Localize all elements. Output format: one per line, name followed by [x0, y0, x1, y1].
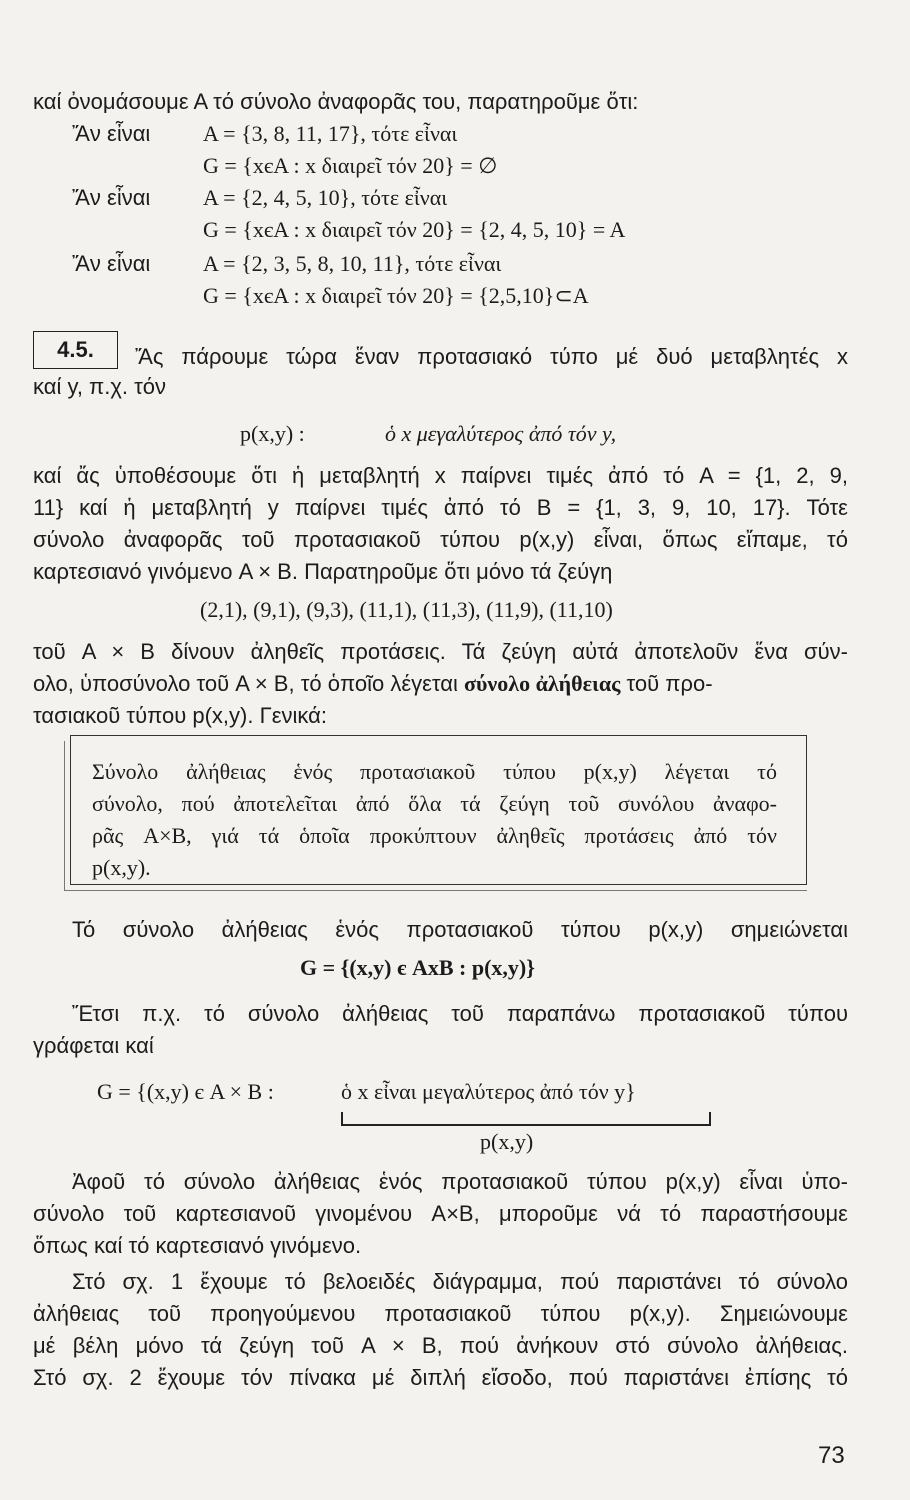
definition-line-4: p(x,y).: [92, 855, 151, 880]
para2-line-2: [33, 670, 713, 698]
para1-line-4: καρτεσιανό γινόμενο A × B. Παρατηροῦμε ὅτι μόνο τά ζεύγη: [33, 559, 613, 584]
example-3-set: A = {2, 3, 5, 8, 10, 11}, τότε εἶναι: [203, 251, 502, 276]
example-1-result: G = {xєA : x διαιρεῖ τόν 20} = ∅: [203, 153, 498, 178]
example-1-set: A = {3, 8, 11, 17}, τότε εἶναι: [203, 121, 458, 146]
para3-line-1: Ἀφοῦ τό σύνολο ἀλήθειας ἑνός προτασιακοῦ τύπου p(x,y) εἶναι ὑπο-: [72, 1169, 848, 1194]
section-line-1: Ἄς πάρουμε τώρα ἕναν προτασιακό τύπο μέ δυό μεταβλητές x: [135, 344, 848, 369]
notation-formula: G = {(x,y) є AxB : p(x,y)}: [300, 955, 535, 980]
para1-line-1: καί ἄς ὑποθέσουμε ὅτι ἡ μεταβλητή x παίρνει τιμές ἀπό τό A = {1, 2, 9,: [33, 463, 848, 488]
section-number: 4.5.: [33, 331, 118, 369]
example-formula-middle: ὁ x εἶναι μεγαλύτερος ἀπό τόν y}: [341, 1079, 636, 1104]
section-line-2: καί y, π.χ. τόν: [33, 374, 167, 399]
example-formula-left: G = {(x,y) є A × B :: [97, 1079, 274, 1104]
example-3-result: G = {xєA : x διαιρεῖ τόν 20} = {2,5,10}⊂A: [203, 283, 589, 308]
definition-line-3: ρᾶς A×B, γιά τά ὁποῖα προκύπτουν ἀληθεῖς προτάσεις ἀπό τόν: [92, 823, 777, 848]
page-number: 73: [818, 1442, 845, 1469]
para1-line-2: 11} καί ἡ μεταβλητή y παίρνει τιμές ἀπό τό B = {1, 3, 9, 10, 17}. Τότε: [33, 495, 848, 520]
example-2-prefix: Ἄν εἶναι: [72, 185, 151, 210]
truth-set-term: σύνολο ἀλήθειας: [464, 671, 621, 696]
definition-line-1: Σύνολο ἀλήθειας ἑνός προτασιακοῦ τύπου p(x,y) λέγεται τό: [92, 759, 777, 784]
example-2-result: G = {xєA : x διαιρεῖ τόν 20} = {2, 4, 5, 10} = A: [203, 217, 626, 242]
para3-line-3: ὅπως καί τό καρτεσιανό γινόμενο.: [33, 1233, 362, 1258]
example-2-set: A = {2, 4, 5, 10}, τότε εἶναι: [203, 185, 448, 210]
para4-line-1: Στό σχ. 1 ἔχουμε τό βελοειδές διάγραμμα, πού παριστάνει τό σύνολο: [72, 1269, 848, 1294]
underbrace-line: [341, 1124, 711, 1126]
para1-line-3: σύνολο ἀναφορᾶς τοῦ προτασιακοῦ τύπου p(x,y) εἶναι, ὅπως εἴπαμε, τό: [33, 527, 848, 552]
para4-line-4: Στό σχ. 2 ἔχουμε τόν πίνακα μέ διπλή εἴσοδο, πού παριστάνει ἐπίσης τό: [33, 1365, 848, 1390]
example-1-prefix: Ἄν εἶναι: [72, 121, 151, 146]
definition-line-2: σύνολο, πού ἀποτελεῖται ἀπό ὅλα τά ζεύγη τοῦ συνόλου ἀναφο-: [92, 791, 777, 816]
para3-line-2: σύνολο τοῦ καρτεσιανοῦ γινομένου A×B, μποροῦμε νά τό παραστήσουμε: [33, 1201, 848, 1226]
example-intro-line-1: Ἔτσι π.χ. τό σύνολο ἀλήθειας τοῦ παραπάνω προτασιακοῦ τύπου: [72, 1001, 848, 1026]
example-3-prefix: Ἄν εἶναι: [72, 251, 151, 276]
example-formula-under: p(x,y): [480, 1129, 534, 1154]
para4-line-3: μέ βέλη μόνο τά ζεύγη τοῦ A × B, πού ἀνήκουν στό σύνολο ἀλήθειας.: [33, 1333, 848, 1358]
para2-line-1: τοῦ A × B δίνουν ἀληθεῖς προτάσεις. Τά ζεύγη αὐτά ἀποτελοῦν ἕνα σύν-: [33, 639, 848, 664]
para2-line-2-text: ολο, ὑποσύνολο τοῦ A × B, τό ὁποῖο λέγεται: [33, 671, 458, 696]
underbrace-left-tick: [341, 1112, 343, 1125]
example-intro-line-2: γράφεται καί: [33, 1033, 154, 1058]
notation-intro: Τό σύνολο ἀλήθειας ἑνός προτασιακοῦ τύπου p(x,y) σημειώνεται: [72, 917, 848, 942]
formula-p-lhs: p(x,y) :: [240, 421, 305, 446]
underbrace-right-tick: [709, 1112, 711, 1125]
para2-line-3: τασιακοῦ τύπου p(x,y). Γενικά:: [33, 703, 327, 728]
intro-line: καί ὀνομάσουμε Α τό σύνολο ἀναφορᾶς του, παρατηροῦμε ὅτι:: [33, 89, 639, 114]
para4-line-2: ἀλήθειας τοῦ προηγούμενου προτασιακοῦ τύπου p(x,y). Σημειώνουμε: [33, 1301, 848, 1326]
pairs-list: (2,1), (9,1), (9,3), (11,1), (11,3), (11,9), (11,10): [200, 597, 613, 622]
formula-p-rhs: ὁ x μεγαλύτερος ἀπό τόν y,: [385, 421, 617, 446]
para2-line-2-tail: τοῦ προ-: [626, 671, 713, 696]
